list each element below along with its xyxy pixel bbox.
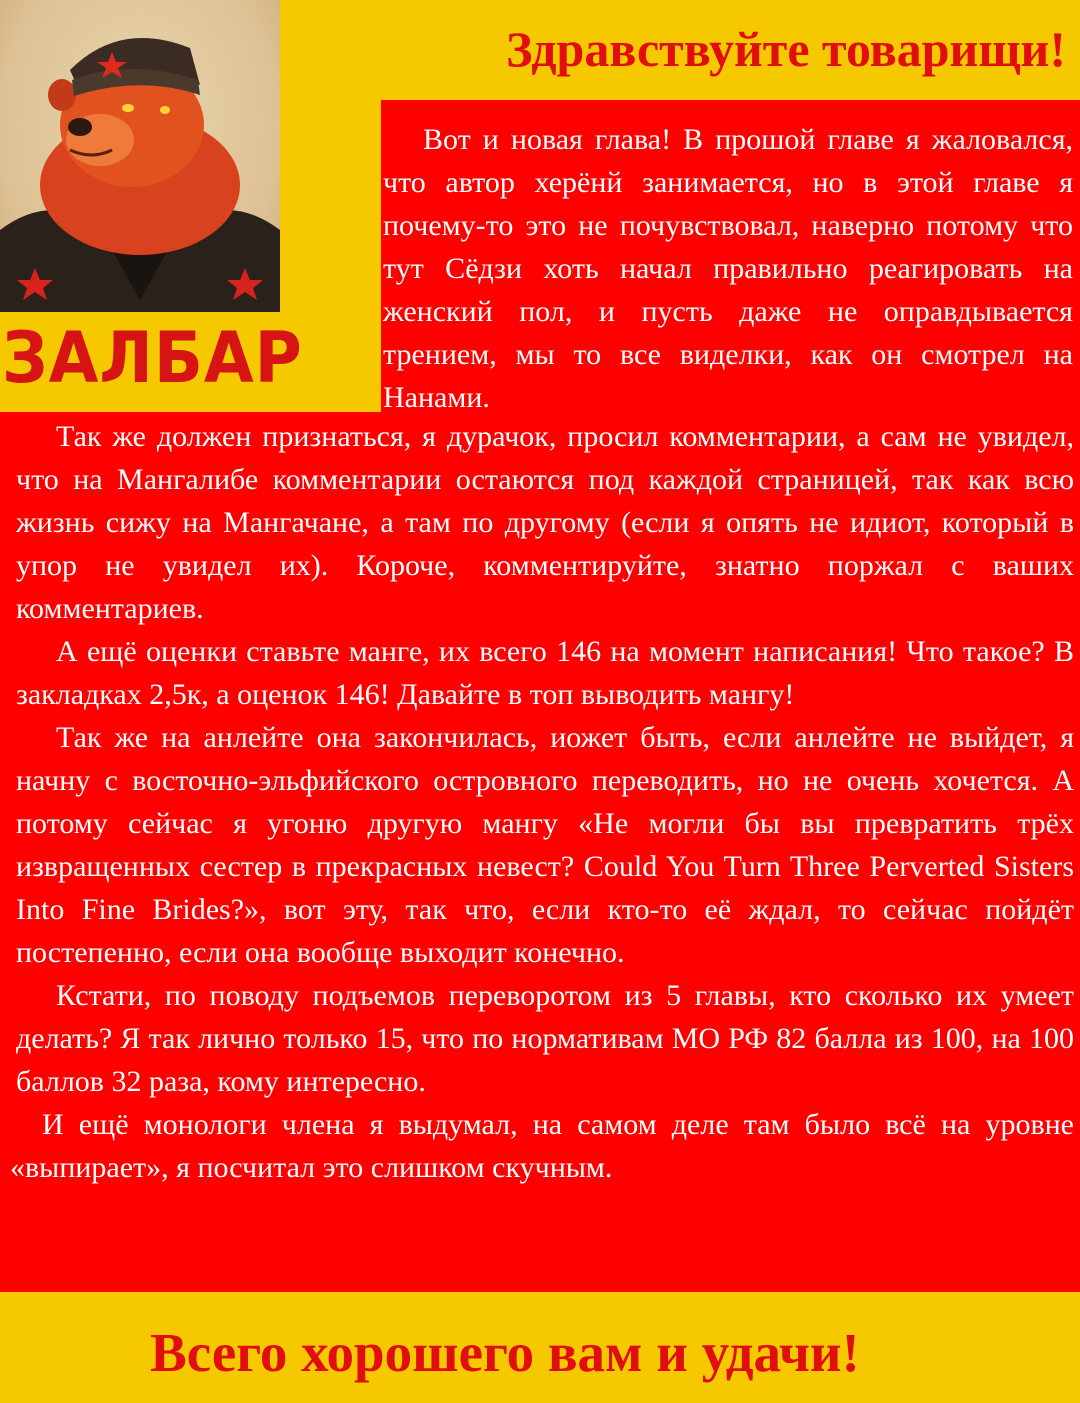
logo	[0, 0, 381, 412]
greeting-heading: Здравствуйте товарищи!	[506, 21, 1066, 77]
paragraph-monologues: И ещё монологи члена я выдумал, на самом деле там было всё на уровне «выпирает», я посчитал это слишком скучным.	[10, 1108, 1074, 1184]
body-text	[10, 415, 1074, 1189]
paragraph-comments: Так же должен признаться, я дурачок, просил комментарии, а сам не увидел, что на Мангалибе комментарии остаются под каждой страницей, так как всю жизнь сижу на Мангачане, а там по другому (если я опять не идиот, который в упор не увидел их). Короче, комментируйте, знатно поржал с ваших комментариев.	[16, 420, 1074, 625]
logo-text: ЗАЛБАР	[2, 317, 303, 399]
soviet-bear-portrait-icon	[0, 0, 280, 312]
paragraph-ratings: А ещё оценки ставьте манге, их всего 146 на момент написания! Что такое? В закладках 2,5к, а оценок 146! Давайте в топ выводить мангу!	[16, 635, 1074, 711]
paragraph-new-manga: Так же на анлейте она закончилась, иожет быть, если анлейте не выйдет, я начну с восточно-эльфийского островного переводить, но не очень хочется. А потому сейчас я угоню другую мангу «Не могли бы вы превратить трёх извращенных сестер в прекрасных невест? Could You Turn Three Perverted Sisters Into Fine Brides?», вот эту, так что, если кто-то её ждал, то сейчас пойдёт постепенно, если она вообще выходит конечно.	[16, 721, 1074, 969]
paragraph-pullups: Кстати, по поводу подъемов переворотом из 5 главы, кто сколько их умеет делать? Я так лично только 15, что по нормативам МО РФ 82 балла из 100, на 100 баллов 32 раза, кому интересно.	[16, 979, 1074, 1098]
intro-paragraph: Вот и новая глава! В прошой главе я жаловался, что автор херёнй занимается, но в этой главе я почему-то это не почувствовал, наверно потому что тут Сёдзи хоть начал правильно реагировать на женский пол, и пусть даже не оправдывается трением, мы то все виделки, как он смотрел на Нанами.	[383, 123, 1073, 414]
farewell-heading: Всего хорошего вам и удачи!	[150, 1322, 860, 1383]
